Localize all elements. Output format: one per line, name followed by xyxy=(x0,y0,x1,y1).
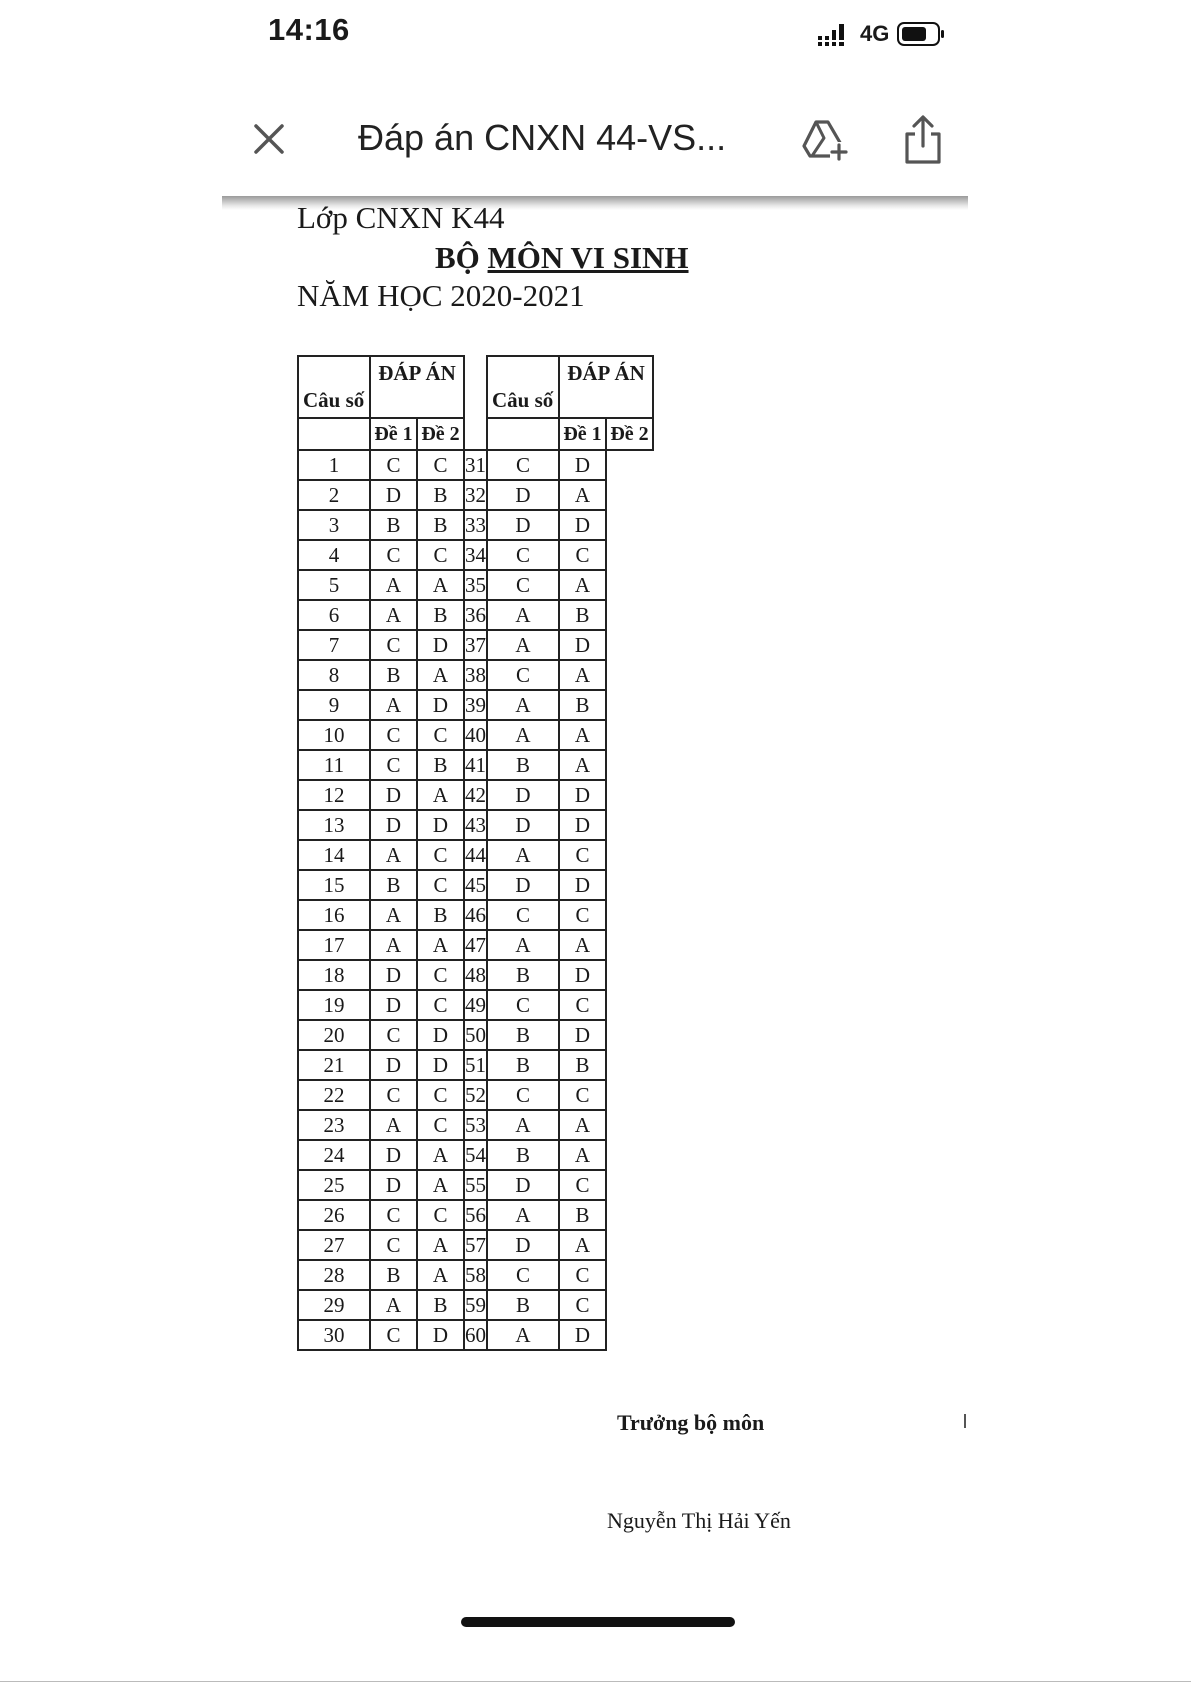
question-number: 24 xyxy=(298,1140,370,1170)
exam-2-answer: D xyxy=(417,1020,464,1050)
question-number: 15 xyxy=(298,870,370,900)
exam-1-answer: C xyxy=(487,540,559,570)
question-number: 57 xyxy=(464,1230,487,1260)
table-row xyxy=(298,1200,653,1230)
exam-2-answer: C xyxy=(559,1290,606,1320)
signature-name: Nguyễn Thị Hải Yến xyxy=(607,1508,791,1533)
exam-1-answer: C xyxy=(370,720,417,750)
exam-2-answer: C xyxy=(559,540,606,570)
exam-1-answer: A xyxy=(370,600,417,630)
exam-2-answer: D xyxy=(559,870,606,900)
exam-1-answer: A xyxy=(487,720,559,750)
exam-1-answer: A xyxy=(370,690,417,720)
question-number: 47 xyxy=(464,930,487,960)
exam-1-answer: C xyxy=(370,450,417,480)
exam-1-answer: C xyxy=(370,1080,417,1110)
exam-1-answer: D xyxy=(487,780,559,810)
exam-1-answer: A xyxy=(370,930,417,960)
question-number: 10 xyxy=(298,720,370,750)
exam-2-answer: A xyxy=(417,930,464,960)
department-prefix: BỘ xyxy=(435,240,488,275)
exam-2-answer: B xyxy=(559,1050,606,1080)
exam-2-answer: C xyxy=(417,540,464,570)
question-number: 38 xyxy=(464,660,487,690)
exam-2-answer: A xyxy=(417,1170,464,1200)
exam-2-answer: C xyxy=(559,1080,606,1110)
question-number: 5 xyxy=(298,570,370,600)
department-name: MÔN VI SINH xyxy=(487,240,689,275)
question-number: 51 xyxy=(464,1050,487,1080)
exam-1-answer: C xyxy=(370,1200,417,1230)
question-number: 45 xyxy=(464,870,487,900)
exam-2-answer: D xyxy=(559,780,606,810)
question-number: 22 xyxy=(298,1080,370,1110)
exam-2-answer: D xyxy=(559,810,606,840)
question-number: 21 xyxy=(298,1050,370,1080)
question-number: 14 xyxy=(298,840,370,870)
close-icon xyxy=(250,120,288,158)
question-number: 28 xyxy=(298,1260,370,1290)
exam-2-answer: D xyxy=(559,1320,606,1350)
exam-2-answer: B xyxy=(417,1290,464,1320)
question-number: 36 xyxy=(464,600,487,630)
question-number: 26 xyxy=(298,1200,370,1230)
table-row xyxy=(298,570,653,600)
question-number: 59 xyxy=(464,1290,487,1320)
exam-1-answer: D xyxy=(370,480,417,510)
question-number: 3 xyxy=(298,510,370,540)
table-row xyxy=(298,1020,653,1050)
exam-2-answer: B xyxy=(559,690,606,720)
department-heading xyxy=(435,240,689,276)
exam-2-answer: A xyxy=(559,930,606,960)
table-row xyxy=(298,1080,653,1110)
table-row xyxy=(298,990,653,1020)
exam-1-header: Đề 1 xyxy=(370,418,417,450)
exam-2-answer: A xyxy=(417,1140,464,1170)
exam-2-answer: B xyxy=(417,510,464,540)
exam-1-answer: B xyxy=(487,1140,559,1170)
table-row xyxy=(298,1260,653,1290)
exam-1-answer: C xyxy=(487,660,559,690)
question-number: 20 xyxy=(298,1020,370,1050)
school-year: NĂM HỌC 2020-2021 xyxy=(297,278,585,313)
table-row xyxy=(298,1230,653,1260)
exam-1-answer: B xyxy=(370,510,417,540)
exam-1-answer: B xyxy=(370,1260,417,1290)
question-number: 23 xyxy=(298,1110,370,1140)
question-number: 53 xyxy=(464,1110,487,1140)
exam-1-answer: A xyxy=(487,1320,559,1350)
exam-2-answer: A xyxy=(417,660,464,690)
question-number: 44 xyxy=(464,840,487,870)
margin-mark xyxy=(964,1414,966,1428)
question-number: 2 xyxy=(298,480,370,510)
question-number: 60 xyxy=(464,1320,487,1350)
table-row xyxy=(298,930,653,960)
network-type: 4G xyxy=(860,21,890,46)
question-number: 32 xyxy=(464,480,487,510)
question-number: 7 xyxy=(298,630,370,660)
exam-2-answer: C xyxy=(559,1260,606,1290)
exam-1-answer: C xyxy=(487,1260,559,1290)
exam-1-answer: B xyxy=(487,750,559,780)
exam-1-answer: C xyxy=(370,1020,417,1050)
share-icon xyxy=(900,114,946,166)
exam-1-answer: D xyxy=(487,510,559,540)
exam-1-answer: D xyxy=(487,870,559,900)
table-row xyxy=(298,660,653,690)
question-number: 30 xyxy=(298,1320,370,1350)
exam-1-answer: C xyxy=(370,1230,417,1260)
exam-1-answer: A xyxy=(487,600,559,630)
question-number: 39 xyxy=(464,690,487,720)
table-row xyxy=(298,1170,653,1200)
exam-1-answer: B xyxy=(487,1290,559,1320)
exam-2-answer: D xyxy=(417,690,464,720)
table-row xyxy=(298,540,653,570)
question-number: 8 xyxy=(298,660,370,690)
share-button[interactable] xyxy=(900,114,946,166)
exam-2-answer: D xyxy=(417,1320,464,1350)
exam-1-answer: A xyxy=(487,690,559,720)
exam-1-answer: D xyxy=(370,810,417,840)
table-row xyxy=(298,1320,653,1350)
exam-2-answer: A xyxy=(559,720,606,750)
exam-1-answer: A xyxy=(370,900,417,930)
exam-1-answer: B xyxy=(370,870,417,900)
table-row xyxy=(298,480,653,510)
question-column-header: Câu số xyxy=(487,356,559,418)
exam-2-answer: C xyxy=(417,990,464,1020)
status-time: 14:16 xyxy=(268,12,350,47)
exam-2-answer: A xyxy=(559,1110,606,1140)
exam-1-answer: D xyxy=(487,480,559,510)
table-row xyxy=(298,900,653,930)
exam-2-answer: A xyxy=(417,570,464,600)
exam-2-answer: D xyxy=(559,630,606,660)
question-number: 49 xyxy=(464,990,487,1020)
signature-title: Trưởng bộ môn xyxy=(617,1410,765,1435)
document-title: Đáp án CNXN 44-VS... xyxy=(358,117,727,158)
exam-1-answer: A xyxy=(487,930,559,960)
question-number: 17 xyxy=(298,930,370,960)
empty-header-cell xyxy=(487,418,559,450)
battery-icon xyxy=(897,22,945,46)
answer-column-header: ĐÁP ÁN xyxy=(370,356,464,418)
table-row xyxy=(298,450,653,480)
exam-1-answer: C xyxy=(370,1320,417,1350)
exam-1-answer: A xyxy=(487,1200,559,1230)
exam-1-answer: A xyxy=(370,1110,417,1140)
exam-2-answer: D xyxy=(559,510,606,540)
drive-add-icon xyxy=(800,118,850,164)
question-number: 9 xyxy=(298,690,370,720)
exam-2-answer: B xyxy=(559,600,606,630)
table-row xyxy=(298,780,653,810)
exam-1-answer: D xyxy=(370,1140,417,1170)
exam-1-answer: A xyxy=(487,1110,559,1140)
question-number: 50 xyxy=(464,1020,487,1050)
exam-1-answer: A xyxy=(370,840,417,870)
exam-2-answer: A xyxy=(559,1140,606,1170)
question-number: 27 xyxy=(298,1230,370,1260)
exam-1-answer: A xyxy=(370,1290,417,1320)
exam-1-answer: C xyxy=(487,450,559,480)
exam-1-answer: C xyxy=(370,750,417,780)
exam-2-answer: D xyxy=(559,1020,606,1050)
question-number: 31 xyxy=(464,450,487,480)
table-row xyxy=(298,690,653,720)
exam-2-header: Đề 2 xyxy=(417,418,464,450)
exam-1-answer: A xyxy=(487,840,559,870)
exam-2-answer: B xyxy=(417,600,464,630)
exam-2-answer: A xyxy=(417,780,464,810)
question-number: 37 xyxy=(464,630,487,660)
table-row xyxy=(298,870,653,900)
status-indicators xyxy=(818,18,945,50)
exam-2-answer: C xyxy=(417,720,464,750)
exam-2-answer: C xyxy=(417,870,464,900)
exam-2-answer: B xyxy=(559,1200,606,1230)
exam-2-answer: B xyxy=(417,480,464,510)
table-row xyxy=(298,1110,653,1140)
close-button[interactable] xyxy=(250,120,288,158)
exam-1-answer: B xyxy=(487,1020,559,1050)
bottom-divider xyxy=(0,1681,1191,1682)
exam-2-answer: C xyxy=(417,1200,464,1230)
question-number: 13 xyxy=(298,810,370,840)
question-number: 1 xyxy=(298,450,370,480)
exam-2-answer: C xyxy=(559,990,606,1020)
exam-1-answer: D xyxy=(370,1170,417,1200)
table-row xyxy=(298,1290,653,1320)
exam-1-answer: C xyxy=(370,540,417,570)
answer-key-table xyxy=(297,355,654,1351)
exam-1-header: Đề 1 xyxy=(559,418,606,450)
exam-2-answer: A xyxy=(559,660,606,690)
exam-2-answer: D xyxy=(417,810,464,840)
answer-rows xyxy=(298,450,653,1350)
table-row xyxy=(298,720,653,750)
exam-2-answer: C xyxy=(559,840,606,870)
exam-1-answer: A xyxy=(487,630,559,660)
exam-1-answer: C xyxy=(370,630,417,660)
exam-2-header: Đề 2 xyxy=(606,418,653,450)
question-number: 40 xyxy=(464,720,487,750)
table-column-separator xyxy=(464,356,487,450)
exam-2-answer: D xyxy=(417,1050,464,1080)
exam-2-answer: D xyxy=(559,960,606,990)
question-number: 34 xyxy=(464,540,487,570)
exam-1-answer: C xyxy=(487,570,559,600)
question-number: 33 xyxy=(464,510,487,540)
table-row xyxy=(298,630,653,660)
exam-2-answer: A xyxy=(559,750,606,780)
exam-2-answer: A xyxy=(417,1230,464,1260)
empty-header-cell xyxy=(298,418,370,450)
table-row xyxy=(298,1140,653,1170)
question-number: 46 xyxy=(464,900,487,930)
exam-1-answer: D xyxy=(487,810,559,840)
question-number: 54 xyxy=(464,1140,487,1170)
exam-1-answer: D xyxy=(370,1050,417,1080)
table-row xyxy=(298,600,653,630)
question-number: 42 xyxy=(464,780,487,810)
exam-1-answer: D xyxy=(370,960,417,990)
exam-2-answer: C xyxy=(417,840,464,870)
exam-1-answer: B xyxy=(487,960,559,990)
exam-2-answer: A xyxy=(417,1260,464,1290)
exam-2-answer: B xyxy=(417,900,464,930)
exam-2-answer: C xyxy=(417,960,464,990)
exam-2-answer: C xyxy=(417,1110,464,1140)
exam-2-answer: C xyxy=(417,1080,464,1110)
question-number: 52 xyxy=(464,1080,487,1110)
question-number: 56 xyxy=(464,1200,487,1230)
exam-1-answer: A xyxy=(370,570,417,600)
exam-2-answer: C xyxy=(559,1170,606,1200)
exam-2-answer: D xyxy=(417,630,464,660)
document-page xyxy=(222,200,968,1600)
exam-2-answer: C xyxy=(417,450,464,480)
question-number: 18 xyxy=(298,960,370,990)
exam-1-answer: C xyxy=(487,900,559,930)
class-line: Lớp CNXN K44 xyxy=(297,200,505,235)
question-number: 43 xyxy=(464,810,487,840)
question-number: 4 xyxy=(298,540,370,570)
table-row xyxy=(298,840,653,870)
question-number: 35 xyxy=(464,570,487,600)
question-number: 6 xyxy=(298,600,370,630)
table-row xyxy=(298,750,653,780)
question-number: 41 xyxy=(464,750,487,780)
add-to-drive-button[interactable] xyxy=(800,118,850,164)
table-row xyxy=(298,810,653,840)
exam-2-answer: A xyxy=(559,480,606,510)
question-number: 11 xyxy=(298,750,370,780)
exam-2-answer: D xyxy=(559,450,606,480)
exam-1-answer: B xyxy=(487,1050,559,1080)
question-number: 55 xyxy=(464,1170,487,1200)
question-number: 58 xyxy=(464,1260,487,1290)
exam-1-answer: C xyxy=(487,990,559,1020)
exam-1-answer: D xyxy=(487,1230,559,1260)
answer-column-header: ĐÁP ÁN xyxy=(559,356,653,418)
exam-2-answer: A xyxy=(559,1230,606,1260)
home-indicator[interactable] xyxy=(461,1617,735,1627)
table-row xyxy=(298,510,653,540)
exam-1-answer: D xyxy=(370,780,417,810)
exam-1-answer: B xyxy=(370,660,417,690)
question-number: 12 xyxy=(298,780,370,810)
question-number: 16 xyxy=(298,900,370,930)
question-column-header: Câu số xyxy=(298,356,370,418)
exam-2-answer: A xyxy=(559,570,606,600)
question-number: 19 xyxy=(298,990,370,1020)
exam-2-answer: B xyxy=(417,750,464,780)
exam-1-answer: D xyxy=(487,1170,559,1200)
table-row xyxy=(298,1050,653,1080)
exam-2-answer: C xyxy=(559,900,606,930)
table-row xyxy=(298,960,653,990)
question-number: 25 xyxy=(298,1170,370,1200)
exam-1-answer: D xyxy=(370,990,417,1020)
question-number: 29 xyxy=(298,1290,370,1320)
exam-1-answer: C xyxy=(487,1080,559,1110)
signal-icon xyxy=(818,22,852,46)
question-number: 48 xyxy=(464,960,487,990)
